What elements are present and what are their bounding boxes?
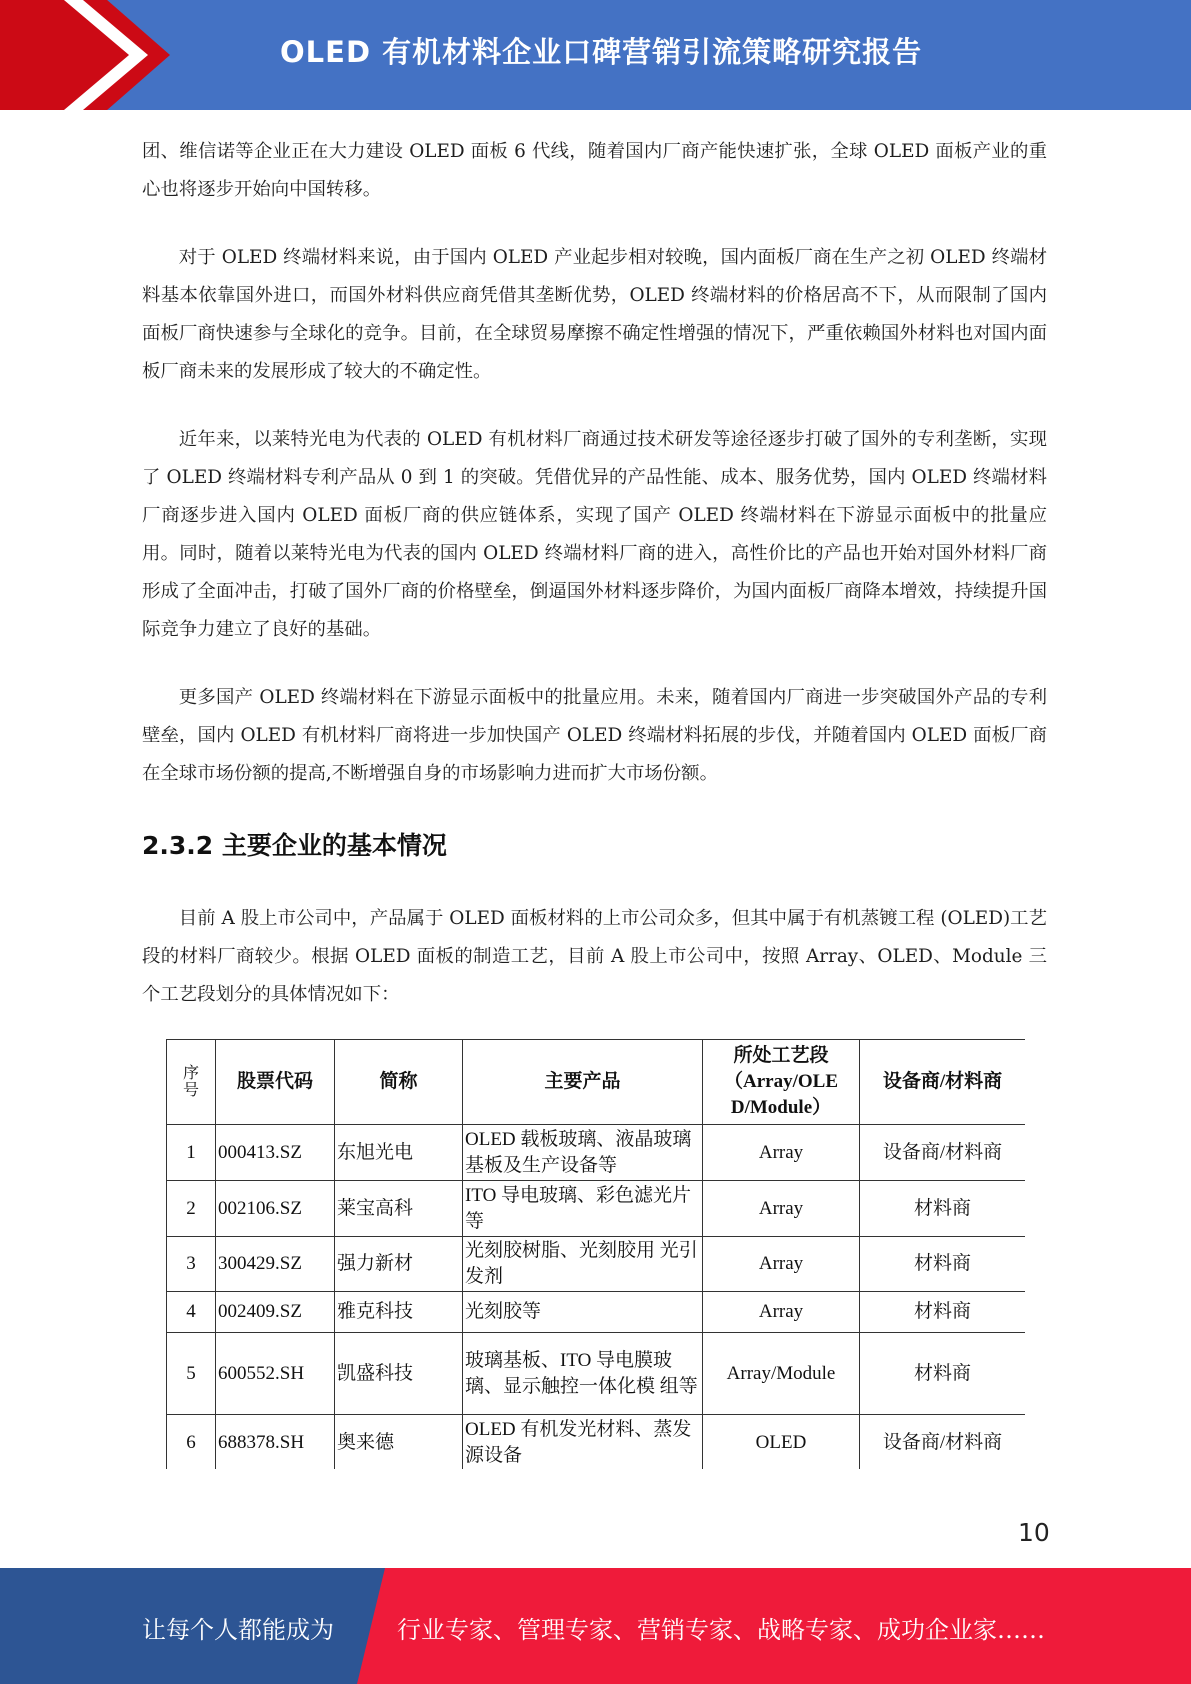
footer-slogan-left: 让每个人都能成为 xyxy=(142,1616,334,1644)
cell-no: 6 xyxy=(167,1415,216,1470)
cell-name: 莱宝高科 xyxy=(335,1181,463,1237)
cell-code: 002106.SZ xyxy=(216,1181,335,1237)
header-code: 股票代码 xyxy=(216,1040,335,1125)
header-banner xyxy=(0,0,1191,110)
cell-code: 600552.SH xyxy=(216,1333,335,1415)
header-type: 设备商/材料商 xyxy=(860,1040,1026,1125)
cell-type: 材料商 xyxy=(860,1292,1026,1333)
cell-products: 玻璃基板、ITO 导电膜玻璃、显示触控一体化模 组等 xyxy=(463,1333,703,1415)
page-number: 10 xyxy=(1018,1518,1050,1547)
cell-products: 光刻胶树脂、光刻胶用 光引发剂 xyxy=(463,1237,703,1292)
table-row xyxy=(167,1125,1026,1181)
cell-code: 688378.SH xyxy=(216,1415,335,1470)
cell-name: 东旭光电 xyxy=(335,1125,463,1181)
cell-no: 1 xyxy=(167,1125,216,1181)
cell-type: 设备商/材料商 xyxy=(860,1125,1026,1181)
cell-code: 002409.SZ xyxy=(216,1292,335,1333)
cell-no: 2 xyxy=(167,1181,216,1237)
table-row xyxy=(167,1333,1026,1415)
cell-name: 强力新材 xyxy=(335,1237,463,1292)
footer-banner xyxy=(0,1568,1191,1684)
table-row xyxy=(167,1415,1026,1470)
cell-stage: Array xyxy=(703,1237,860,1292)
cell-no: 4 xyxy=(167,1292,216,1333)
paragraph: 近年来，以莱特光电为代表的 OLED 有机材料厂商通过技术研发等途径逐步打破了国外的专利垄断，实现了 OLED 终端材料专利产品从 0 到 1 的突破。凭借优异的产品性能、成本、服务优势，国内 OLED 终端材料厂商逐步进入国内 OLED 面板厂商的供应链体系，实现了国产 OLED 终端材料在下游显示面板中的批量应用。同时，随着以莱特光电为代表的国内 OLED 终端材料厂商的进入，高性价比的产品也开始对国外材料厂商形成了全面冲击，打破了国外厂商的价格壁垒，倒逼国外材料逐步降价，为国内面板厂商降本增效，持续提升国际竞争力建立了良好的基础。 xyxy=(142,429,1047,640)
cell-products: ITO 导电玻璃、彩色滤光片等 xyxy=(463,1181,703,1237)
body-text xyxy=(142,133,1047,823)
cell-type: 设备商/材料商 xyxy=(860,1415,1026,1470)
report-title: OLED 有机材料企业口碑营销引流策略研究报告 xyxy=(280,35,923,69)
cell-no: 5 xyxy=(167,1333,216,1415)
cell-products: 光刻胶等 xyxy=(463,1292,703,1333)
table-header-row xyxy=(167,1040,1026,1125)
cell-no: 3 xyxy=(167,1237,216,1292)
company-table-wrapper xyxy=(166,1039,1025,1469)
cell-code: 000413.SZ xyxy=(216,1125,335,1181)
header-stage: 所处工艺段（Array/OLED/Module） xyxy=(703,1040,860,1125)
header-name: 简称 xyxy=(335,1040,463,1125)
cell-stage: Array xyxy=(703,1125,860,1181)
table-row xyxy=(167,1292,1026,1333)
company-table xyxy=(166,1039,1025,1469)
section-intro: 目前 A 股上市公司中，产品属于 OLED 面板材料的上市公司众多，但其中属于有机蒸镀工程 (OLED)工艺段的材料厂商较少。根据 OLED 面板的制造工艺，目前 A 股上市公司中，按照 Array、OLED、Module 三个工艺段划分的具体情况如下： xyxy=(142,908,1047,1005)
paragraph: 更多国产 OLED 终端材料在下游显示面板中的批量应用。未来，随着国内厂商进一步突破国外产品的专利壁垒，国内 OLED 有机材料厂商将进一步加快国产 OLED 终端材料拓展的步伐，并随着国内 OLED 面板厂商在全球市场份额的提高,不断增强自身的市场影响力进而扩大市场份额。 xyxy=(142,687,1047,784)
paragraph: 团、维信诺等企业正在大力建设 OLED 面板 6 代线，随着国内厂商产能快速扩张，全球 OLED 面板产业的重心也将逐步开始向中国转移。 xyxy=(142,141,1047,200)
header-no: 序号 xyxy=(167,1040,216,1125)
cell-type: 材料商 xyxy=(860,1237,1026,1292)
cell-stage: OLED xyxy=(703,1415,860,1470)
cell-name: 雅克科技 xyxy=(335,1292,463,1333)
table-row xyxy=(167,1237,1026,1292)
paragraph: 对于 OLED 终端材料来说，由于国内 OLED 产业起步相对较晚，国内面板厂商在生产之初 OLED 终端材料基本依靠国外进口，而国外材料供应商凭借其垄断优势，OLED 终端材料的价格居高不下，从而限制了国内面板厂商快速参与全球化的竞争。目前，在全球贸易摩擦不确定性增强的情况下，严重依赖国外材料也对国内面板厂商未来的发展形成了较大的不确定性。 xyxy=(142,247,1047,382)
cell-type: 材料商 xyxy=(860,1181,1026,1237)
cell-name: 凯盛科技 xyxy=(335,1333,463,1415)
cell-products: OLED 载板玻璃、液晶玻璃基板及生产设备等 xyxy=(463,1125,703,1181)
cell-type: 材料商 xyxy=(860,1333,1026,1415)
cell-stage: Array xyxy=(703,1181,860,1237)
cell-stage: Array/Module xyxy=(703,1333,860,1415)
cell-products: OLED 有机发光材料、蒸发源设备 xyxy=(463,1415,703,1470)
cell-stage: Array xyxy=(703,1292,860,1333)
cell-code: 300429.SZ xyxy=(216,1237,335,1292)
cell-name: 奥来德 xyxy=(335,1415,463,1470)
section-heading: 2.3.2 主要企业的基本情况 xyxy=(142,831,447,860)
header-products: 主要产品 xyxy=(463,1040,703,1125)
table-row xyxy=(167,1181,1026,1237)
footer-slogan-right: 行业专家、管理专家、营销专家、战略专家、成功企业家…… xyxy=(397,1616,1045,1644)
